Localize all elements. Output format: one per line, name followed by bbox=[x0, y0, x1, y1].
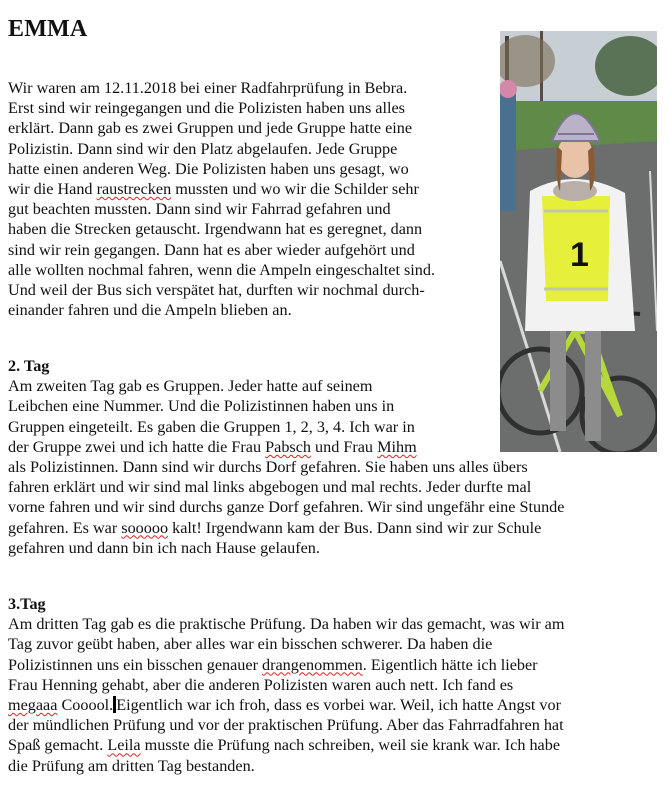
text-line: alle wollten nochmal fahren, wenn die Ampeln eingeschaltet sind. bbox=[8, 260, 436, 279]
text-span: wir die Hand bbox=[8, 179, 97, 198]
spellcheck-word[interactable]: Mihm bbox=[377, 437, 417, 456]
text-line bbox=[8, 695, 658, 715]
vest-number: 1 bbox=[570, 236, 589, 274]
spellcheck-word[interactable]: Leila bbox=[107, 736, 141, 755]
section-heading: 2. Tag bbox=[8, 357, 50, 375]
text-line: Polizistin. Dann sind wir den Platz abgelaufen. Jede Gruppe bbox=[8, 139, 398, 158]
text-span: gefahren. Es war bbox=[8, 518, 122, 537]
text-span: Eigentlich war ich froh, dass es vorbei war. Weil, ich hatte Angst vor bbox=[116, 695, 561, 714]
text-span: Polizistinnen uns ein bisschen genauer bbox=[8, 655, 263, 674]
text-line bbox=[8, 735, 658, 755]
text-span: Cooool. bbox=[61, 695, 114, 714]
text-line bbox=[8, 518, 658, 538]
text-line: Tag zuvor geübt haben, aber alles war ein bisschen schwerer. Da haben die bbox=[8, 635, 493, 654]
text-span: mussten und wo wir die Schilder sehr bbox=[171, 179, 419, 198]
text-line: fahren erklärt und wir sind mal links abgebogen und mal rechts. Jeder durfte mal bbox=[8, 478, 532, 497]
spellcheck-word[interactable]: drangenommen bbox=[262, 655, 363, 674]
text-line: der mündlichen Prüfung und vor der praktischen Prüfung. Aber das Fahrradfahren hat bbox=[8, 716, 564, 735]
section-1-paragraph bbox=[8, 78, 658, 320]
text-line: hatte einen anderen Weg. Die Polizisten haben uns gesagt, wo bbox=[8, 159, 409, 178]
text-span: und Frau bbox=[310, 437, 378, 456]
section-3 bbox=[8, 594, 658, 776]
text-line: Frau Henning gehabt, aber die anderen Polizisten waren auch nett. Ich fand es bbox=[8, 675, 514, 694]
text-span: musste die Prüfung nach schreiben, weil sie krank war. Ich habe bbox=[140, 736, 561, 755]
text-line: Am zweiten Tag gab es Gruppen. Jeder hatte auf seinem bbox=[8, 377, 373, 396]
text-line: Erst sind wir reingegangen und die Polizisten haben uns alles bbox=[8, 99, 405, 118]
text-line: als Polizistinnen. Dann sind wir durchs Dorf gefahren. Sie haben uns alles übers bbox=[8, 457, 528, 476]
text-span: der Gruppe zwei und ich hatte die Frau bbox=[8, 437, 266, 456]
text-line: die Prüfung am dritten Tag bestanden. bbox=[8, 756, 255, 775]
text-line bbox=[8, 179, 658, 199]
section-2 bbox=[8, 356, 658, 558]
spellcheck-word[interactable]: raustrecken bbox=[96, 179, 172, 198]
spellcheck-word[interactable]: megaaa bbox=[8, 695, 58, 714]
text-line: vorne fahren und wir sind durchs ganze Dorf gefahren. Wir sind ungefähr eine Stunde bbox=[8, 498, 565, 517]
text-span: . Eigentlich hätte ich lieber bbox=[362, 655, 538, 674]
text-line: Wir waren am 12.11.2018 bei einer Radfahrprüfung in Bebra. bbox=[8, 79, 408, 97]
text-line: Am dritten Tag gab es die praktische Prüfung. Da haben wir das gemacht, was wir am bbox=[8, 615, 565, 634]
text-line: sind wir rein gegangen. Dann hat es aber wieder aufgehört und bbox=[8, 240, 415, 259]
text-span: kalt! Irgendwann kam der Bus. Dann sind wir zur Schule bbox=[168, 518, 542, 537]
spellcheck-word[interactable]: Pabsch bbox=[265, 437, 311, 456]
text-line: gut beachten mussten. Dann sind wir Fahrrad gefahren und bbox=[8, 200, 391, 219]
text-line: einander fahren und die Ampeln blieben an. bbox=[8, 301, 292, 320]
section-heading: 3.Tag bbox=[8, 595, 46, 613]
text-line: Gruppen eingeteilt. Es gaben die Gruppen 1, 2, 3, 4. Ich war in bbox=[8, 417, 415, 436]
text-line: erklärt. Dann gab es zwei Gruppen und jede Gruppe hatte eine bbox=[8, 119, 413, 138]
text-line bbox=[8, 437, 658, 457]
text-line: gefahren und dann bin ich nach Hause gelaufen. bbox=[8, 538, 320, 557]
document-title: EMMA bbox=[8, 16, 88, 42]
text-line: haben die Strecken getauscht. Irgendwann hat es geregnet, dann bbox=[8, 220, 423, 239]
text-span: Spaß gemacht. bbox=[8, 736, 108, 755]
text-line bbox=[8, 655, 658, 675]
text-line: Leibchen eine Nummer. Und die Polizistinnen haben uns in bbox=[8, 397, 395, 416]
spellcheck-word[interactable]: sooooo bbox=[121, 518, 169, 537]
text-line: Und weil der Bus sich verspätet hat, durften wir nochmal durch- bbox=[8, 280, 425, 299]
